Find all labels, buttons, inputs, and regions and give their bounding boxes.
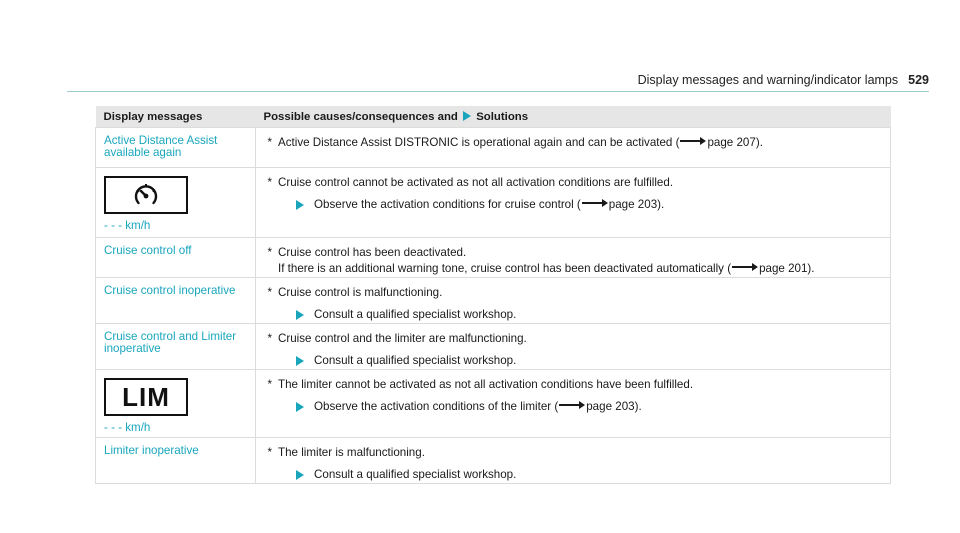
cause-text [278, 245, 466, 261]
table-row [96, 278, 891, 324]
causes-cell [256, 324, 891, 370]
bullet: * [267, 136, 272, 149]
table-row [96, 128, 891, 168]
page-ref-link[interactable]: page 203 [586, 400, 635, 413]
cause-text [278, 135, 763, 151]
solution-step [264, 467, 882, 483]
table-row [96, 324, 891, 370]
col-header-messages: Display messages [96, 106, 256, 128]
solution-arrow-icon [296, 200, 304, 210]
solution-text [314, 353, 516, 369]
col-header-causes-text: Possible causes/consequences and [263, 110, 458, 123]
limiter-icon [104, 378, 188, 416]
solutions-arrow-icon [463, 111, 471, 121]
cause-text [278, 285, 442, 301]
causes-cell [256, 128, 891, 168]
page-ref-link[interactable]: page 201 [759, 262, 808, 275]
speed-readout: - - - km/h [104, 219, 151, 232]
text: If there is an additional warning tone, cruise control has been deactivated automatically ( [278, 262, 732, 275]
header-rule [67, 91, 929, 92]
table-row [96, 370, 891, 438]
col-header-causes [256, 106, 891, 128]
display-message: Cruise control inoperative [104, 284, 236, 297]
solution-arrow-icon [296, 470, 304, 480]
solution-step [264, 399, 882, 415]
col-header-solutions-text: Solutions [476, 110, 529, 123]
display-messages-table [95, 106, 891, 484]
cause-line [264, 245, 882, 261]
page-ref-arrow-icon [680, 137, 706, 145]
cause-line [264, 377, 882, 393]
solution-arrow-icon [296, 402, 304, 412]
text: ). [807, 262, 815, 275]
running-head-title: Display messages and warning/indicator lamps [637, 73, 899, 87]
bullet: * [267, 446, 272, 459]
cause-text [278, 331, 527, 347]
text: Active Distance Assist DISTRONIC is operational again and can be activated ( [278, 136, 680, 149]
cause-line [264, 331, 882, 347]
page-ref-arrow-icon [559, 401, 585, 409]
solution-text [314, 467, 516, 483]
table-header-row [96, 106, 891, 128]
solution-step [264, 307, 882, 323]
display-message: Cruise control and Limiter inoperative [104, 330, 237, 355]
causes-cell [256, 238, 891, 278]
page-ref-arrow-icon [732, 263, 758, 271]
table-row [96, 238, 891, 278]
bullet: * [267, 332, 272, 345]
page-ref-link[interactable]: page 207 [707, 136, 756, 149]
text: ). [634, 400, 642, 413]
text: Cruise control and the limiter are malfunctioning. [278, 332, 527, 345]
cause-text [278, 261, 815, 277]
causes-cell [256, 168, 891, 238]
message-cell [96, 278, 256, 324]
limiter-icon-text: LIM [122, 381, 170, 412]
cause-text [278, 445, 425, 461]
text: Observe the activation conditions of the limiter ( [314, 400, 559, 413]
text: Consult a qualified specialist workshop. [314, 308, 517, 321]
cause-line [264, 175, 882, 191]
causes-cell [256, 370, 891, 438]
cause-text [278, 377, 693, 393]
cruise-control-icon [104, 176, 188, 214]
bullet: * [267, 246, 272, 259]
bullet: * [267, 286, 272, 299]
bullet: * [267, 176, 272, 189]
table-row [96, 168, 891, 238]
solution-text [314, 307, 516, 323]
text: ). [657, 198, 665, 211]
speed-readout: - - - km/h [104, 421, 151, 434]
cause-line [264, 445, 882, 461]
message-cell [96, 128, 256, 168]
solution-step [264, 353, 882, 369]
text: Cruise control is malfunctioning. [278, 286, 443, 299]
solution-arrow-icon [296, 356, 304, 366]
page-ref-link[interactable]: page 203 [608, 198, 658, 211]
running-head [638, 73, 929, 87]
page-ref-arrow-icon [582, 199, 608, 207]
causes-cell [256, 438, 891, 484]
cause-line [264, 135, 882, 151]
cause-text [278, 175, 673, 191]
message-cell [96, 370, 256, 438]
table-row [96, 438, 891, 484]
causes-cell [256, 278, 891, 324]
text: Observe the activation conditions for cruise control ( [314, 198, 581, 211]
text: The limiter cannot be activated as not all activation conditions have been fulfilled. [278, 378, 694, 391]
solution-text [314, 399, 642, 415]
page-number: 529 [908, 73, 929, 87]
display-message: Limiter inoperative [104, 444, 199, 457]
text: Cruise control cannot be activated as not all activation conditions are fulfilled. [278, 176, 674, 189]
solution-arrow-icon [296, 310, 304, 320]
text: Cruise control has been deactivated. [278, 246, 467, 259]
message-cell [96, 168, 256, 238]
cause-line [264, 261, 882, 277]
message-cell [96, 324, 256, 370]
display-message: Active Distance Assist available again [104, 134, 218, 159]
solution-text [314, 197, 664, 213]
message-cell [96, 238, 256, 278]
text: ). [755, 136, 763, 149]
display-message: Cruise control off [104, 244, 192, 257]
text: Consult a qualified specialist workshop. [314, 354, 517, 367]
solution-step [264, 197, 882, 213]
cause-line [264, 285, 882, 301]
text: Consult a qualified specialist workshop. [314, 468, 517, 481]
message-cell [96, 438, 256, 484]
text: The limiter is malfunctioning. [278, 446, 425, 459]
bullet: * [267, 378, 272, 391]
